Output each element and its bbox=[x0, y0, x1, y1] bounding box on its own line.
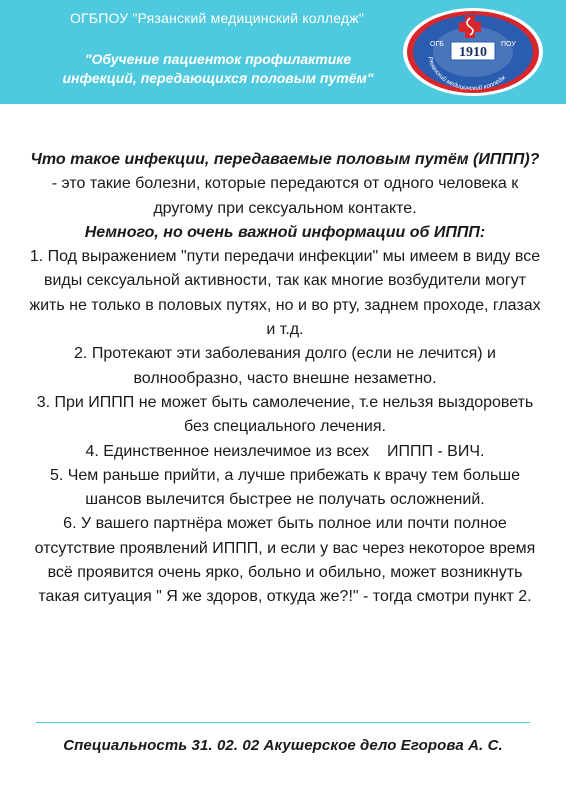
question-heading: Что такое инфекции, передаваемые половым путём (ИППП)? bbox=[30, 151, 540, 168]
info-point-1: 1. Под выражением "пути передачи инфекции" мы имеем в виду все виды сексуальной активности, так как многие возбудители могут жить не только в половых путях, но и во рту, заднем проходе, глазах и т.д. bbox=[29, 248, 541, 339]
info-subheading: Немного, но очень важной информации об ИППП: bbox=[84, 223, 486, 241]
topic-title-line-1: "Обучение пациенток профилактике bbox=[84, 51, 352, 67]
college-logo bbox=[398, 6, 548, 98]
footer-divider bbox=[36, 722, 530, 723]
main-content bbox=[26, 148, 544, 610]
info-point-5: 5. Чем раньше прийти, а лучше прибежать к врачу тем больше шансов вылечится быстрее не получать осложнений. bbox=[49, 466, 521, 509]
logo-ring-text: Рязанский медицинский колледж bbox=[426, 56, 508, 93]
info-point-6: 6. У вашего партнёра может быть полное или почти полное отсутствие проявлений ИППП, и если у вас через некоторое время всё проявится очень ярко, больно и обильно, может возникнуть такая ситуация " Я же здоров, откуда же?!" - тогда смотри пункт 2. bbox=[34, 515, 536, 606]
definition-text: - это такие болезни, которые передаются от одного человека к другому при сексуальном контакте. bbox=[51, 175, 519, 217]
info-point-2: 2. Протекают эти заболевания долго (если не лечится) и волнообразно, часто внешне незаметно. bbox=[74, 345, 496, 387]
info-point-3: 3. При ИППП не может быть самолечение, т.е нельзя выздороветь без специального лечения. bbox=[36, 393, 534, 436]
organization-name: ОГБПОУ "Рязанский медицинский колледж" bbox=[69, 10, 365, 26]
footer-credit: Специальность 31. 02. 02 Акушерское дело Егорова А. С. bbox=[63, 737, 503, 754]
logo-left-text: ОГБ bbox=[430, 41, 444, 48]
topic-title bbox=[38, 50, 398, 88]
header-banner bbox=[0, 0, 566, 104]
logo-year: 1910 bbox=[459, 45, 487, 60]
topic-title-line-2: инфекций, передающихся половым путём" bbox=[62, 70, 374, 86]
logo-right-text: ПОУ bbox=[501, 41, 516, 48]
info-point-4: 4. Единственное неизлечимое из всех ИППП - ВИЧ. bbox=[85, 442, 485, 460]
